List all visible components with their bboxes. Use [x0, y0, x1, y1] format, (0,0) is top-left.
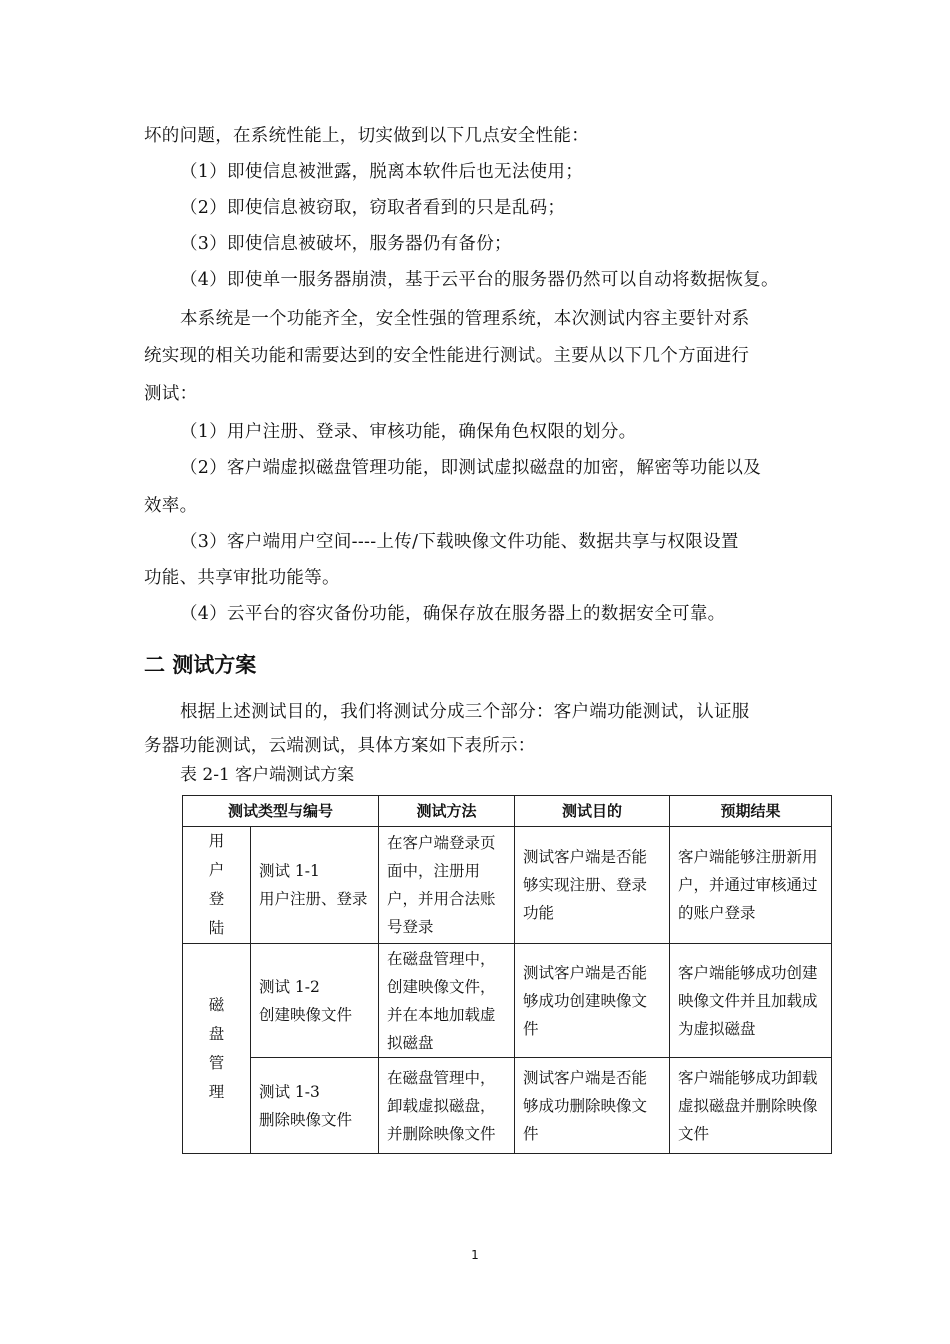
- purpose-cell: 测试客户端是否能够成功删除映像文件: [515, 1058, 670, 1154]
- test-plan-table: [182, 795, 832, 1154]
- paragraph-line: 测试：: [144, 384, 198, 404]
- purpose-cell: 测试客户端是否能够成功创建映像文件: [515, 944, 670, 1058]
- paragraph-line: 本系统是一个功能齐全，安全性强的管理系统，本次测试内容主要针对系: [180, 309, 750, 329]
- test-id: 测试 1-3: [259, 1082, 320, 1101]
- paragraph-line: 坏的问题，在系统性能上，切实做到以下几点安全性能：: [144, 126, 589, 146]
- paragraph-line: 功能、共享审批功能等。: [144, 568, 340, 588]
- test-name: 用户注册、登录: [259, 890, 368, 908]
- category-cell: [183, 944, 251, 1154]
- list-item: （1）即使信息被泄露，脱离本软件后也无法使用；: [180, 162, 584, 182]
- category-label: 磁盘管理: [208, 995, 225, 1101]
- header-expected: 预期结果: [670, 796, 832, 827]
- header-method: 测试方法: [379, 796, 515, 827]
- expected-cell: 客户端能够注册新用户，并通过审核通过的账户登录: [670, 827, 832, 944]
- list-item: （1）用户注册、登录、审核功能，确保角色权限的划分。: [180, 422, 637, 442]
- test-name: 删除映像文件: [259, 1110, 353, 1129]
- category-label: 用户登陆: [208, 832, 225, 937]
- paragraph-line: 统实现的相关功能和需要达到的安全性能进行测试。主要从以下几个方面进行: [144, 346, 750, 366]
- header-type: 测试类型与编号: [183, 796, 379, 827]
- table-caption: 表 2-1 客户端测试方案: [180, 765, 355, 785]
- table-row: [183, 944, 832, 1058]
- expected-cell: 客户端能够成功卸载虚拟磁盘并删除映像文件: [670, 1058, 832, 1154]
- test-id: 测试 1-1: [259, 862, 320, 880]
- list-item: （4）即使单一服务器崩溃，基于云平台的服务器仍然可以自动将数据恢复。: [180, 270, 779, 290]
- list-item: （3）即使信息被破坏，服务器仍有备份；: [180, 234, 512, 254]
- table-row: [183, 827, 832, 944]
- method-cell: 在磁盘管理中，卸载虚拟磁盘，并删除映像文件: [379, 1058, 515, 1154]
- list-item: （4）云平台的容灾备份功能，确保存放在服务器上的数据安全可靠。: [180, 604, 726, 624]
- expected-cell: 客户端能够成功创建映像文件并且加载成为虚拟磁盘: [670, 944, 832, 1058]
- test-name: 创建映像文件: [259, 1005, 353, 1024]
- test-id-cell: [251, 1058, 379, 1154]
- test-id: 测试 1-2: [259, 977, 320, 996]
- list-item: （2）客户端虚拟磁盘管理功能，即测试虚拟磁盘的加密，解密等功能以及: [180, 458, 762, 478]
- paragraph-line: 务器功能测试，云端测试，具体方案如下表所示：: [144, 736, 536, 756]
- paragraph-line: 效率。: [144, 496, 198, 516]
- table-header-row: [183, 796, 832, 827]
- purpose-cell: 测试客户端是否能够实现注册、登录功能: [515, 827, 670, 944]
- test-id-cell: [251, 827, 379, 944]
- list-item: （2）即使信息被窃取，窃取者看到的只是乱码；: [180, 198, 566, 218]
- section-heading: 二 测试方案: [144, 653, 257, 677]
- method-cell: 在磁盘管理中，创建映像文件，并在本地加载虚拟磁盘: [379, 944, 515, 1058]
- paragraph-line: 根据上述测试目的，我们将测试分成三个部分：客户端功能测试，认证服: [180, 702, 750, 722]
- table-row: [183, 1058, 832, 1154]
- header-purpose: 测试目的: [515, 796, 670, 827]
- page-number: 1: [471, 1248, 479, 1262]
- category-cell: [183, 827, 251, 944]
- test-id-cell: [251, 944, 379, 1058]
- list-item: （3）客户端用户空间----上传/下载映像文件功能、数据共享与权限设置: [180, 532, 739, 552]
- method-cell: 在客户端登录页面中，注册用户，并用合法账号登录: [379, 827, 515, 944]
